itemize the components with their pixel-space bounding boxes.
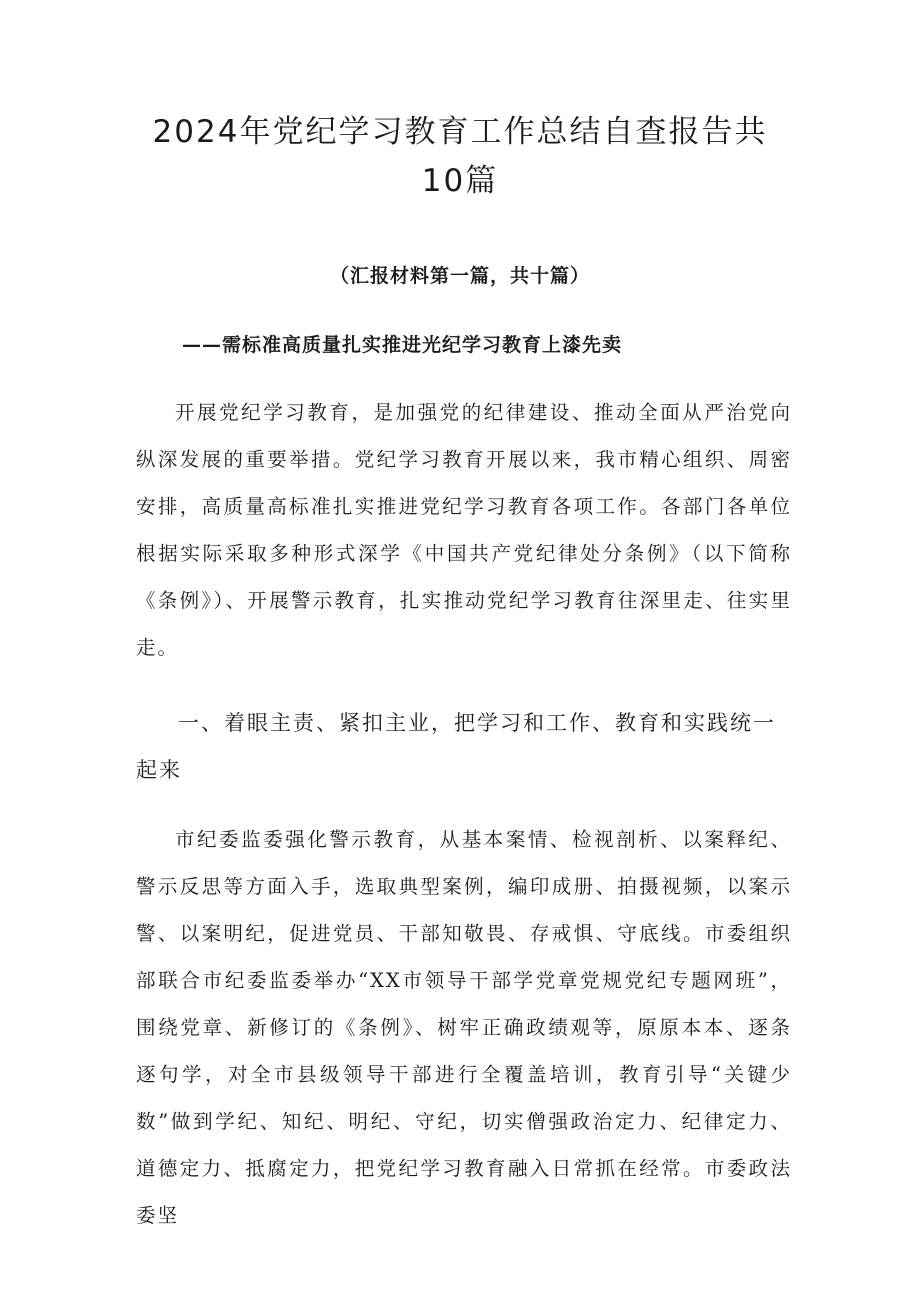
document-tagline: ——需标准高质量扎实推进光纪学习教育上漆先卖 (182, 334, 623, 356)
intro-paragraph: 开展党纪学习教育，是加强党的纪律建设、推动全面从严治党向纵深发展的重要举措。党纪学习教育开展以来，我市精心组织、周密安排，高质量高标准扎实推进党纪学习教育各项工作。各部门各单位根据实际采取多种形式深学《中国共产党纪律处分条例》（以下简称《条例》）、开展警示教育，扎实推动党纪学习教育往深里走、往实里走。 (136, 401, 792, 659)
document-subtitle: （汇报材料第一篇，共十篇） (329, 265, 590, 287)
document-title-line-2: 10篇 (421, 163, 499, 199)
document-title-line-1: 2024年党纪学习教育工作总结自查报告共 (152, 114, 768, 150)
section-1-heading: 一、着眼主责、紧扣主业，把学习和工作、教育和实践统一起来 (136, 711, 776, 782)
section-1-paragraph: 市纪委监委强化警示教育，从基本案情、检视剖析、以案释纪、警示反思等方面入手，选取典型案例，编印成册、拍摄视频，以案示警、以案明纪，促进党员、干部知敬畏、存戒惧、守底线。市委组织部联合市纪委监委举办“XX市领导干部学党章党规党纪专题网班”，围绕党章、新修订的《条例》、树牢正确政绩观等，原原本本、逐条逐句学，对全市县级领导干部进行全覆盖培训，教育引导“关键少数”做到学纪、知纪、明纪、守纪，切实僧强政治定力、纪律定力、道德定力、抵腐定力，把党纪学习教育融入日常抓在经常。市委政法委坚 (136, 828, 792, 1227)
